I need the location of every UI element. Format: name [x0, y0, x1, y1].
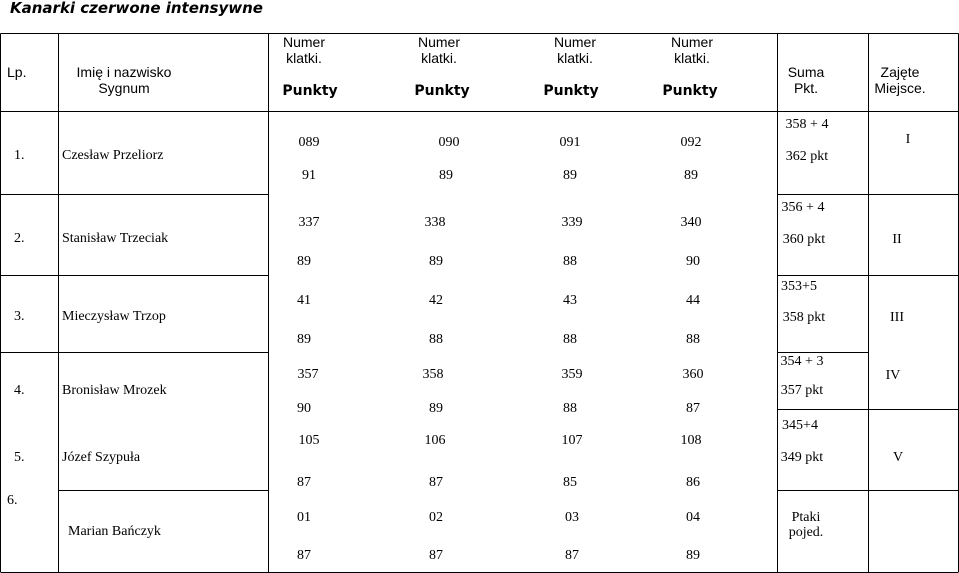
row-sum: 356 + 4	[781, 200, 825, 215]
header-punkty-3: Punkty	[543, 83, 599, 99]
row-cage: 338	[424, 215, 446, 230]
row-cage: 03	[565, 510, 579, 525]
row-total: 362 pkt	[785, 149, 829, 164]
row-lp: 3.	[14, 309, 25, 324]
row-cage: 105	[298, 433, 320, 448]
header-punkty-4: Punkty	[662, 83, 718, 99]
row-points: 89	[439, 168, 453, 183]
row-points: 87	[429, 475, 443, 490]
header-numer-2: Numer	[417, 34, 461, 50]
row-cage: 339	[561, 215, 583, 230]
row-cage: 04	[686, 510, 700, 525]
header-punkty-1: Punkty	[282, 83, 338, 99]
row-cage: 092	[680, 135, 702, 150]
row-points: 91	[302, 168, 316, 183]
row-points: 89	[297, 254, 311, 269]
row-sum: Ptaki	[791, 510, 821, 525]
row-cage: 108	[680, 433, 702, 448]
row-place: I	[905, 132, 911, 147]
row-points: 90	[297, 401, 311, 416]
row-lp: 1.	[14, 148, 25, 163]
row-place: IV	[885, 368, 901, 383]
row-sum: 353+5	[781, 279, 817, 294]
row-cage: 340	[680, 215, 702, 230]
header-numer-4: Numer	[670, 34, 714, 50]
row-total: 360 pkt	[782, 232, 826, 247]
row-total: 357 pkt	[780, 383, 824, 398]
row-points: 88	[563, 254, 577, 269]
row-cage: 41	[297, 293, 311, 308]
header-numer-1: Numer	[282, 34, 326, 50]
header-klatki-4: klatki.	[674, 50, 710, 66]
row-points: 88	[686, 332, 700, 347]
row-cage: 44	[686, 293, 700, 308]
page-title: Kanarki czerwone intensywne	[10, 0, 263, 17]
row-name: Czesław Przeliorz	[62, 148, 164, 163]
header-name-line2: Sygnum	[98, 80, 150, 96]
header-numer-3: Numer	[553, 34, 597, 50]
row-points: 87	[686, 401, 700, 416]
row-place: II	[892, 232, 902, 247]
header-zajete: Zajęte	[880, 64, 920, 80]
row-cage: 358	[422, 367, 444, 382]
row-name: Mieczysław Trzop	[62, 309, 166, 324]
row-name: Józef Szypuła	[62, 450, 141, 465]
header-klatki-2: klatki.	[421, 50, 457, 66]
row-points: 87	[565, 548, 579, 563]
row-cage: 357	[297, 367, 319, 382]
row-points: 85	[563, 475, 577, 490]
row-sum: 354 + 3	[780, 354, 824, 369]
header-klatki-1: klatki.	[286, 50, 322, 66]
row-cage: 107	[561, 433, 583, 448]
row-cage: 337	[298, 215, 320, 230]
row-points: 87	[297, 475, 311, 490]
row-points: 89	[429, 401, 443, 416]
header-name-line1: Imię i nazwisko	[76, 64, 172, 80]
row-cage: 01	[297, 510, 311, 525]
row-cage: 02	[429, 510, 443, 525]
row-points: 89	[684, 168, 698, 183]
row-points: 90	[686, 254, 700, 269]
header-klatki-3: klatki.	[557, 50, 593, 66]
row-name: Marian Bańczyk	[68, 524, 161, 539]
row-cage: 106	[424, 433, 446, 448]
row-cage: 360	[682, 367, 704, 382]
row-name: Bronisław Mrozek	[62, 383, 167, 398]
row-cage: 359	[561, 367, 583, 382]
row-points: 89	[686, 548, 700, 563]
row-points: 86	[686, 475, 700, 490]
row-points: 87	[297, 548, 311, 563]
row-total: 349 pkt	[780, 450, 824, 465]
row-points: 88	[563, 332, 577, 347]
row-points: 87	[429, 548, 443, 563]
row-sum: 358 + 4	[785, 117, 829, 132]
header-pkt: Pkt.	[793, 80, 819, 96]
row-points: 88	[429, 332, 443, 347]
row-total: 358 pkt	[782, 310, 826, 325]
row-cage: 090	[438, 135, 460, 150]
row-lp: 4.	[14, 383, 25, 398]
row-place: V	[892, 450, 904, 465]
row-cage: 089	[298, 135, 320, 150]
row-total: pojed.	[788, 525, 824, 540]
row-points: 89	[297, 332, 311, 347]
row-points: 89	[429, 254, 443, 269]
row-lp: 6.	[7, 493, 18, 508]
row-lp: 2.	[14, 231, 25, 246]
row-points: 89	[563, 168, 577, 183]
row-sum: 345+4	[782, 418, 818, 433]
header-miejsce: Miejsce.	[874, 80, 926, 96]
header-suma: Suma	[787, 64, 825, 80]
row-name: Stanisław Trzeciak	[62, 231, 169, 246]
row-cage: 091	[559, 135, 581, 150]
header-punkty-2: Punkty	[414, 83, 470, 99]
row-place: III	[890, 310, 904, 325]
row-points: 88	[563, 401, 577, 416]
row-cage: 43	[563, 293, 577, 308]
row-cage: 42	[429, 293, 443, 308]
row-lp: 5.	[14, 450, 25, 465]
header-lp: Lp.	[7, 64, 27, 80]
